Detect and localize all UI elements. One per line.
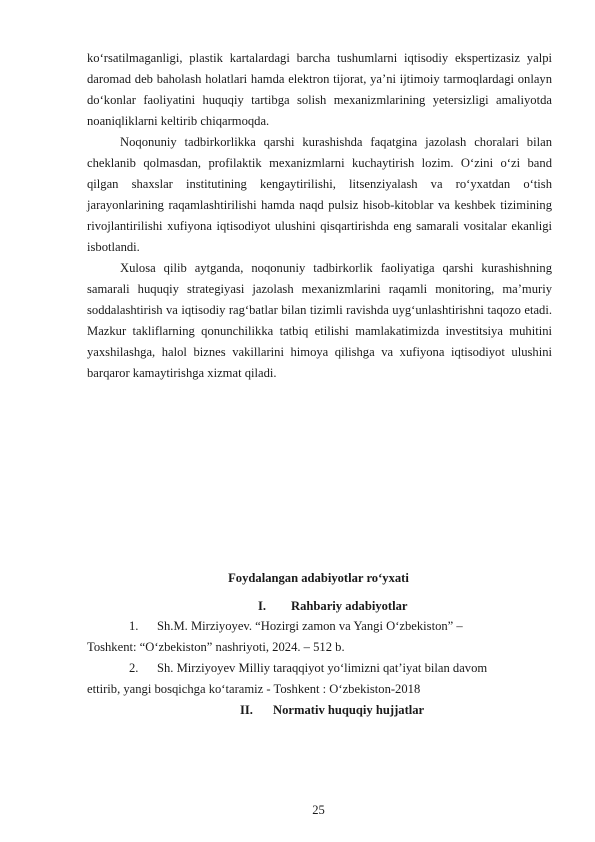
section-title: Normativ huquqiy hujjatlar [273,703,425,717]
section-heading-normative-documents [240,702,424,718]
reference-item [87,658,557,700]
references-title: Foydalangan adabiyotlar ro‘yxati [228,571,409,585]
section-number: II. [240,703,253,717]
paragraph-continuation: ko‘rsatilmaganligi, plastik kartalardagi barcha tushumlarni iqtisodiy ekspertizasiz yalpi daromad deb baholash holatlari hamda elektron tijorat, ya’ni ijtimoiy tarmoqlardagi onlayn do‘konlar faoliyatini huquqiy tartibga solish mexanizmlarining yetersizligi amaliyotda noaniqliklarni keltirib chiqarmoqda. [87,51,552,128]
reference-text-line1: Sh.M. Mirziyoyev. “Hozirgi zamon va Yangi O‘zbekiston” – [157,619,463,633]
page-number: 25 [312,803,325,817]
section-heading-guiding-literature [258,598,408,614]
reference-text-line1: Sh. Mirziyoyev Milliy taraqqiyot yo‘limizni qat’iyat bilan davom [157,661,488,675]
paragraph-prevention: Noqonuniy tadbirkorlikka qarshi kurashishda faqatgina jazolash choralari bilan cheklanib qolmasdan, profilaktik mexanizmlarni kuchaytirish lozim. O‘zini o‘zi band qilgan shaxslar institutining kengaytirilishi, litsenziyalash va ro‘yxatdan o‘tish jarayonlarining raqamlashtirilishi hamda naqd pulsiz hisob-kitoblar va keshbek tizimining rivojlantirilishi xufiyona iqtisodiyot ulushini qisqartirishda eng samarali vositalar ekanligi isbotlandi. [87,135,552,254]
paragraph-conclusion: Xulosa qilib aytganda, noqonuniy tadbirkorlik faoliyatiga qarshi kurashishning samarali huquqiy strategiyasi jazolash mexanizmlarini raqamli monitoring, ma’muriy soddalashtirish va iqtisodiy rag‘batlar bilan tizimli ravishda uyg‘unlashtirishni taqozo etadi. Mazkur takliflarning qonunchilikka tatbiq etilishi mamlakatimizda investitsiya muhitini yaxshilashga, halol biznes vakillarini himoya qilishga va xufiyona iqtisodiyot ulushini barqaror kamaytirishga xizmat qiladi. [87,261,552,380]
reference-number: 2. [129,661,139,675]
section-number: I. [258,599,267,613]
reference-text-line2: ettirib, yangi bosqichga ko‘taramiz - Toshkent : O‘zbekiston-2018 [87,682,421,696]
reference-text-line2: Toshkent: “O‘zbekiston” nashriyoti, 2024. – 512 b. [87,640,345,654]
reference-item [87,616,557,658]
reference-number: 1. [129,619,139,633]
body-text [87,48,552,384]
section-title: Rahbariy adabiyotlar [291,599,408,613]
